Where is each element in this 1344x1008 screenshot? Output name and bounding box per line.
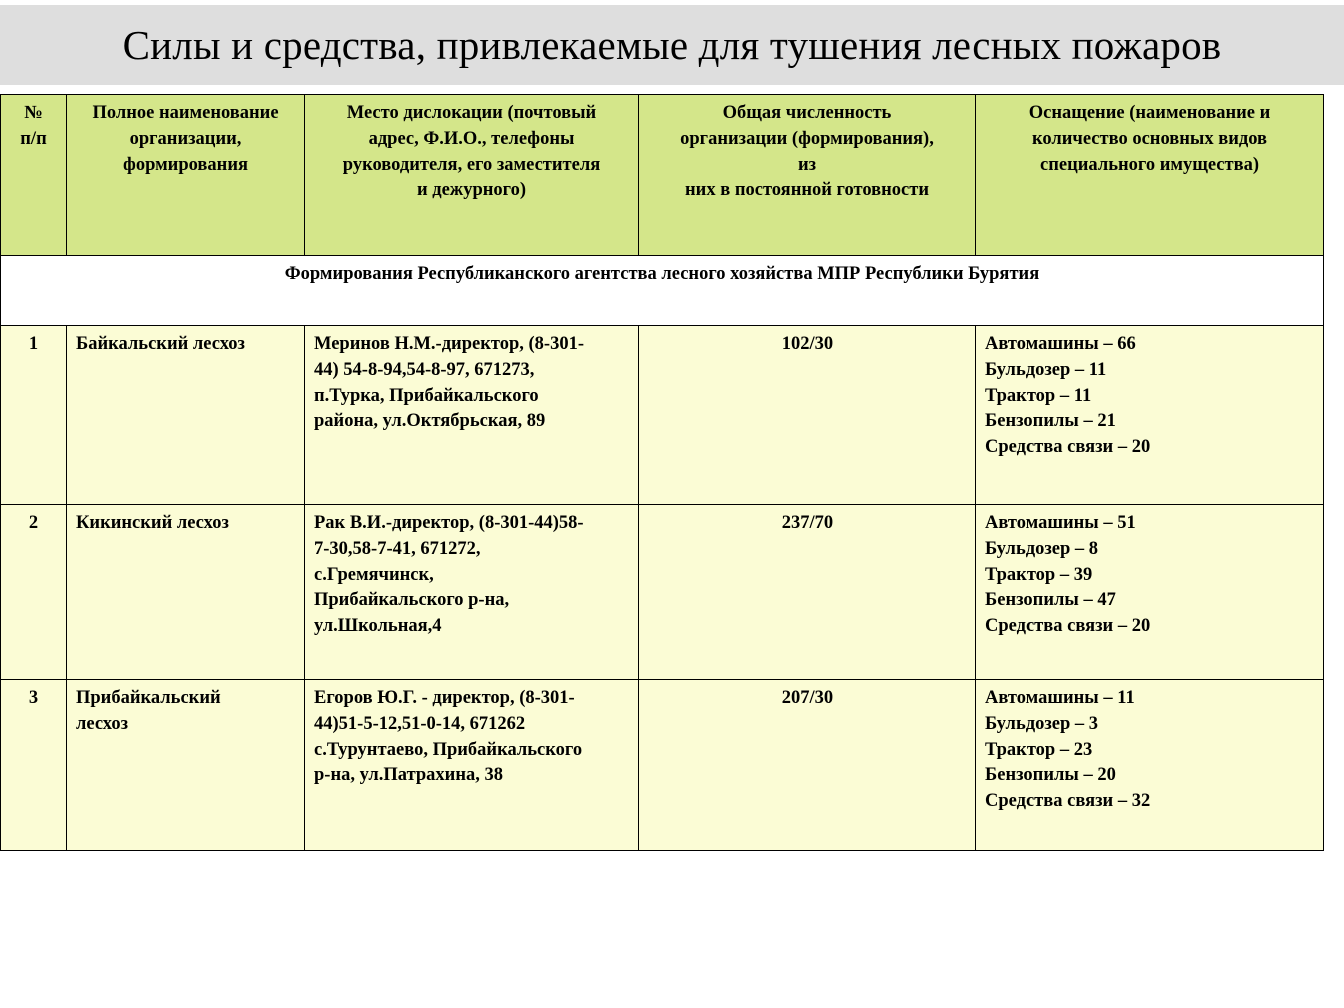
table-row: [1, 326, 1324, 505]
header-cell-name: Полное наименование организации, формирования: [67, 95, 305, 256]
header-cell-count: Общая численность организации (формирования), из них в постоянной готовности: [639, 95, 976, 256]
title-bar: [0, 5, 1344, 85]
org-equipment: Автомашины – 66 Бульдозер – 11 Трактор – 11 Бензопилы – 21 Средства связи – 20: [976, 326, 1324, 505]
org-equipment: Автомашины – 11 Бульдозер – 3 Трактор – 23 Бензопилы – 20 Средства связи – 32: [976, 680, 1324, 851]
org-equipment: Автомашины – 51 Бульдозер – 8 Трактор – 39 Бензопилы – 47 Средства связи – 20: [976, 505, 1324, 680]
org-name: Кикинский лесхоз: [67, 505, 305, 680]
table-header-row: [1, 95, 1324, 256]
org-location: Егоров Ю.Г. - директор, (8-301- 44)51-5-12,51-0-14, 671262 с.Турунтаево, Прибайкальского р-на, ул.Патрахина, 38: [305, 680, 639, 851]
page-title: Силы и средства, привлекаемые для тушения лесных пожаров: [122, 22, 1222, 68]
row-number: 2: [1, 505, 67, 680]
org-count: 102/30: [639, 326, 976, 505]
row-number: 1: [1, 326, 67, 505]
org-count: 207/30: [639, 680, 976, 851]
section-row: [1, 256, 1324, 326]
table-row: [1, 505, 1324, 680]
org-name: Байкальский лесхоз: [67, 326, 305, 505]
org-count: 237/70: [639, 505, 976, 680]
row-number: 3: [1, 680, 67, 851]
forces-table: [0, 94, 1324, 851]
header-cell-number: № п/п: [1, 95, 67, 256]
header-cell-location: Место дислокации (почтовый адрес, Ф.И.О., телефоны руководителя, его заместителя и дежурного): [305, 95, 639, 256]
header-cell-equipment: Оснащение (наименование и количество основных видов специального имущества): [976, 95, 1324, 256]
section-title: Формирования Республиканского агентства лесного хозяйства МПР Республики Бурятия: [1, 256, 1324, 326]
org-location: Рак В.И.-директор, (8-301-44)58- 7-30,58-7-41, 671272, с.Гремячинск, Прибайкальского р-на, ул.Школьная,4: [305, 505, 639, 680]
table-row: [1, 680, 1324, 851]
org-location: Меринов Н.М.-директор, (8-301- 44) 54-8-94,54-8-97, 671273, п.Турка, Прибайкальского района, ул.Октябрьская, 89: [305, 326, 639, 505]
org-name: Прибайкальский лесхоз: [67, 680, 305, 851]
